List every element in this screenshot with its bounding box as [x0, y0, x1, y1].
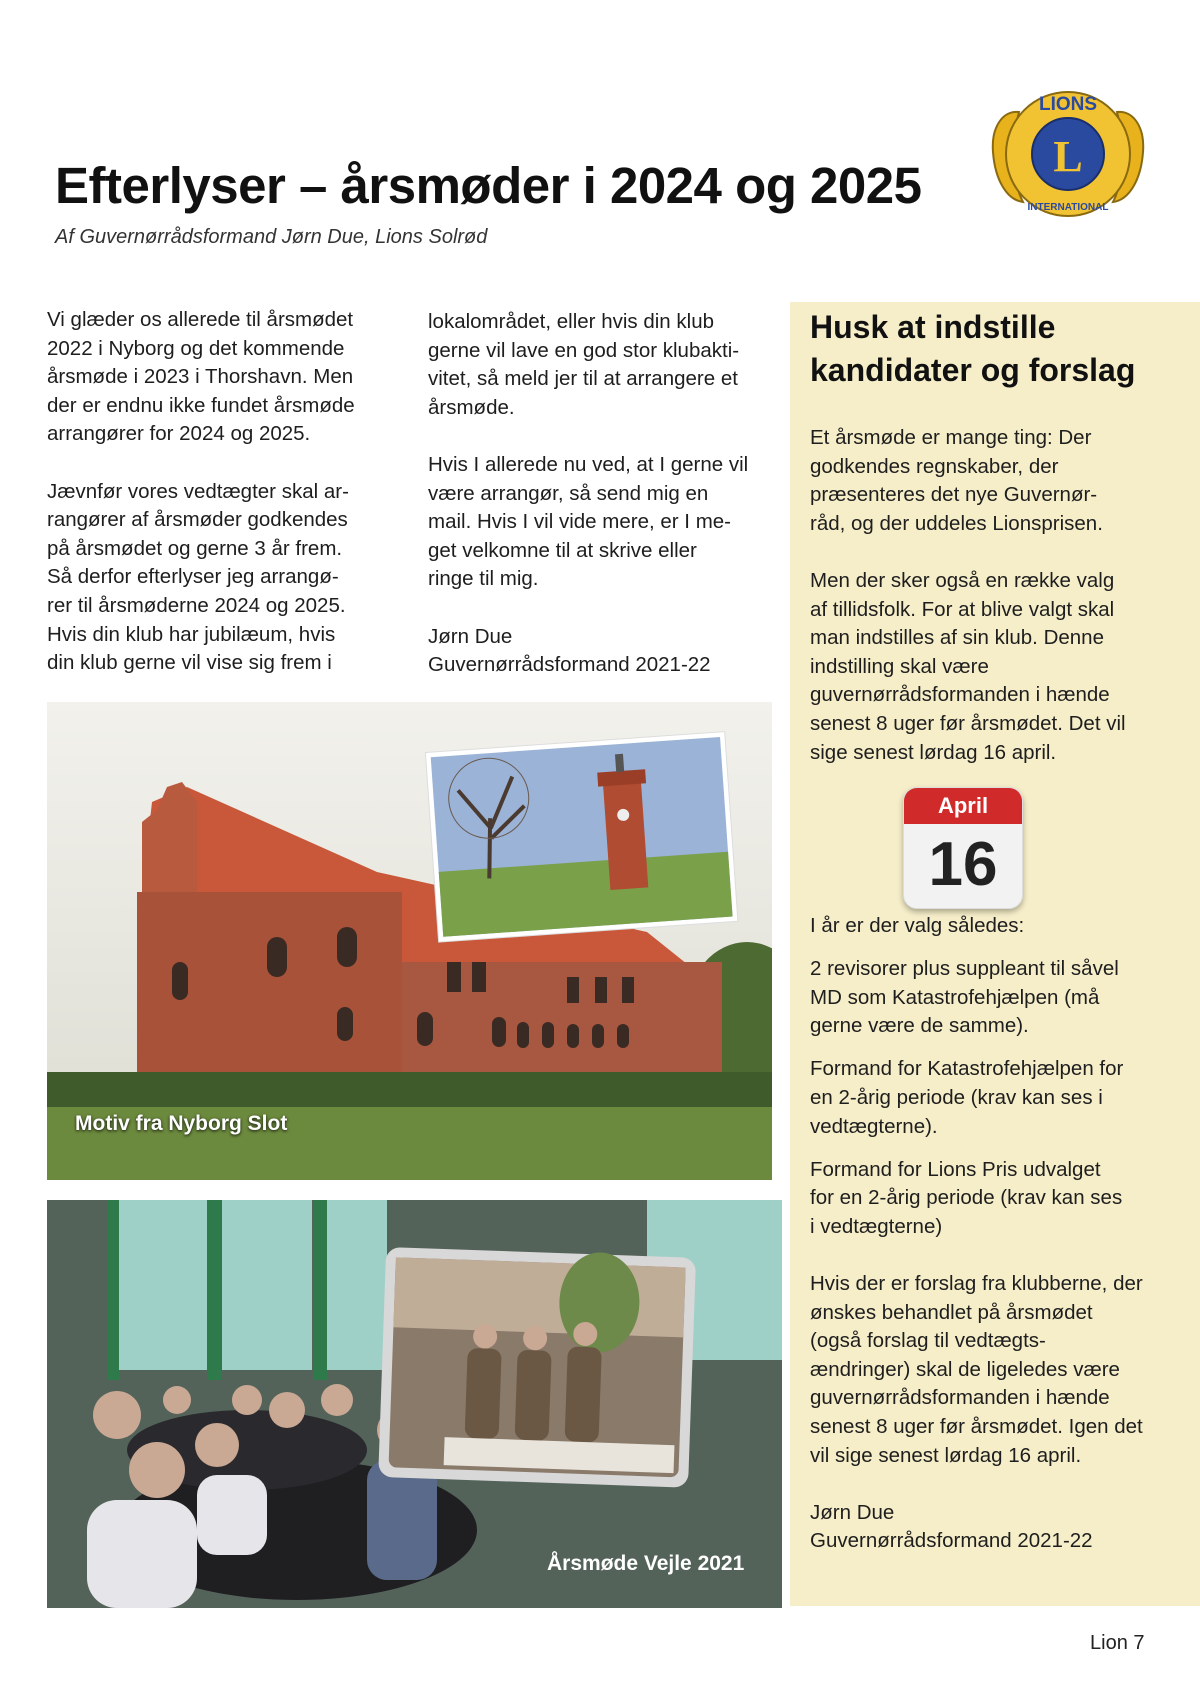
col2-paragraph-1: lokalområdet, eller hvis din klub gerne vil lave en god stor klubakti- vitet, så meld jer til at arrangere et årsmøde. [428, 310, 740, 419]
col2-signature-title: Guvernørrådsformand 2021-22 [428, 653, 711, 677]
svg-text:L: L [1053, 132, 1083, 181]
byline: Af Guvernørrådsformand Jørn Due, Lions Solrød [55, 226, 488, 248]
col2-paragraph-2: Hvis I allerede nu ved, at I gerne vil være arrangør, så send mig en mail. Hvis I vil vide mere, er I me- get velkomne til at skrive eller ringe til mig. [428, 452, 749, 591]
col1-paragraph-1: Vi glæder os allerede til årsmødet 2022 i Nyborg og det kommende årsmøde i 2023 i Thorshavn. Men der er endnu ikke fundet årsmøde arrangører for 2024 og 2025. [47, 308, 355, 446]
sidebar-paragraph-6: Formand for Lions Pris udvalget for en 2-årig periode (krav kan ses i vedtægterne) [810, 1157, 1123, 1238]
calendar-icon [903, 787, 1023, 909]
sidebar-paragraph-5: Formand for Katastrofehjælpen for en 2-årig periode (krav kan ses i vedtægterne). [810, 1057, 1124, 1138]
sidebar-paragraph-4: 2 revisorer plus suppleant til såvel MD som Katastrofehjælpen (må gerne være de samme). [810, 957, 1119, 1038]
sidebar-text-bottom [810, 912, 1190, 1556]
castle-illustration [47, 702, 772, 1180]
article-column-1 [47, 306, 397, 706]
svg-text:LIONS: LIONS [1038, 94, 1098, 115]
col2-signature-name: Jørn Due [428, 624, 513, 648]
page-title: Efterlyser – årsmøder i 2024 og 2025 [55, 157, 922, 214]
svg-text:INTERNATIONAL: INTERNATIONAL [1027, 202, 1109, 213]
calendar-day: 16 [928, 830, 998, 899]
photo-nyborg-castle [47, 702, 772, 1180]
page-number: Lion 7 [1090, 1632, 1145, 1654]
sidebar-heading: Husk at indstille kandidater og forslag [810, 309, 1136, 388]
sidebar-paragraph-7: Hvis der er forslag fra klubberne, der ønskes behandlet på årsmødet (også forslag til vedtægts- ændringer) skal de ligeledes være guvernørrådsformanden i hænde senest 8 uger før årsmødet. Igen det vil sige senest lørdag 16 april. [810, 1272, 1143, 1467]
article-column-2 [428, 308, 778, 680]
meeting-illustration [47, 1200, 782, 1608]
sidebar-paragraph-1: Et årsmøde er mange ting: Der godkendes regnskaber, der præsenteres det nye Guvernør- råd, og der uddeles Lionsprisen. [810, 426, 1103, 535]
sidebar-text-top [810, 424, 1190, 796]
photo2-caption: Årsmøde Vejle 2021 [547, 1552, 745, 1575]
photo1-caption: Motiv fra Nyborg Slot [75, 1112, 288, 1135]
lions-logo-icon [985, 82, 1151, 224]
calendar-month: April [904, 788, 1022, 824]
sidebar-paragraph-3: I år er der valg således: [810, 914, 1025, 937]
photo-vejle-meeting [47, 1200, 782, 1608]
sidebar-paragraph-2: Men der sker også en række valg af tillidsfolk. For at blive valgt skal man indstilles af sin klub. Denne indstilling skal være guvernørrådsformanden i hænde senest 8 uger før årsmødet. Det vil sige senest lørdag 16 april. [810, 568, 1126, 764]
sidebar-signature-name: Jørn Due [810, 1500, 895, 1524]
sidebar-signature-title: Guvernørrådsformand 2021-22 [810, 1529, 1093, 1553]
col1-paragraph-2: Jævnfør vores vedtægter skal ar- rangører af årsmøder godkendes på årsmødet og gerne 3 år frem. Så derfor efterlyser jeg arrangø- rer til årsmøderne 2024 og 2025. Hvis din klub har jubilæum, hvis din klub gerne vil vise sig frem i [47, 479, 349, 675]
